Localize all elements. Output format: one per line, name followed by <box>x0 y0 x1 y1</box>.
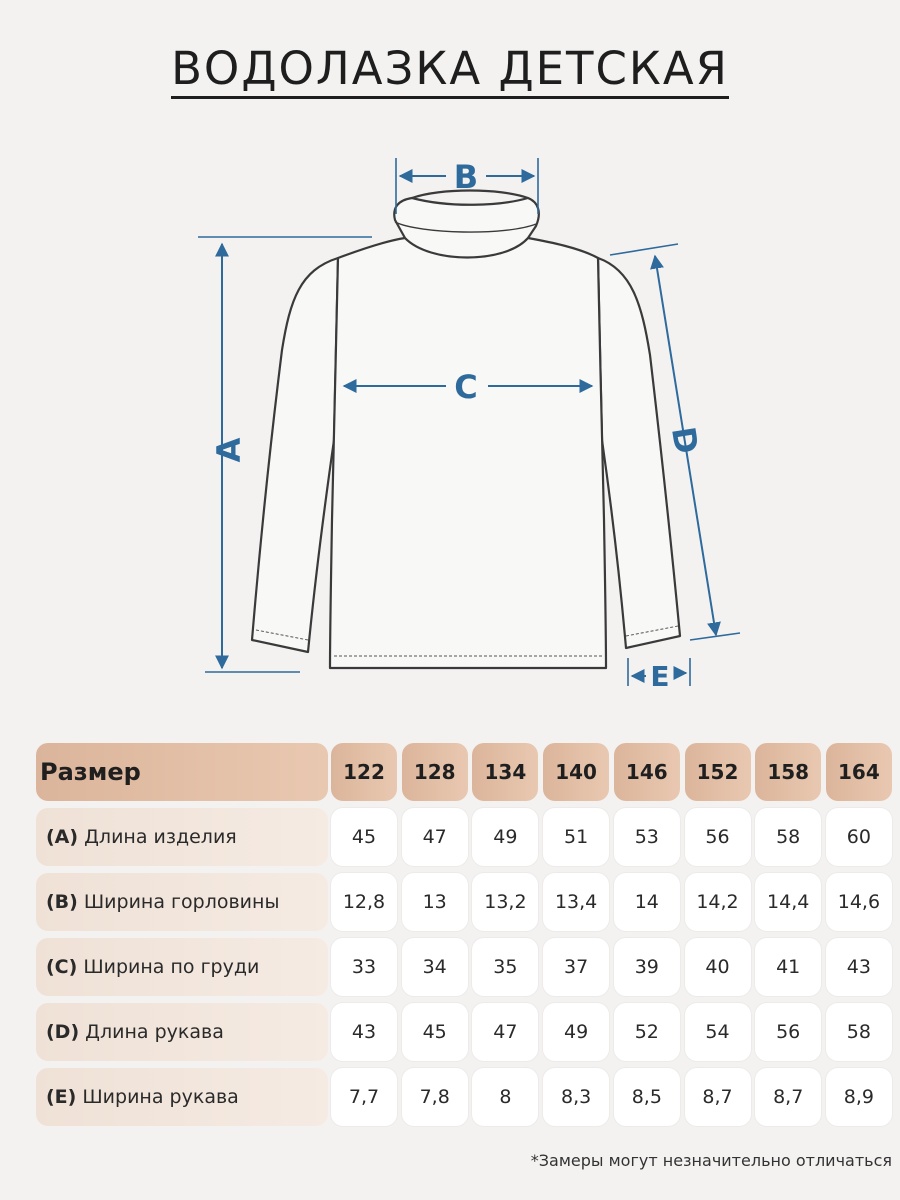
row-label <box>36 808 328 866</box>
table-cell: 40 <box>685 938 751 996</box>
row-label <box>36 938 328 996</box>
row-code: (D) <box>46 1021 80 1043</box>
table-cell: 43 <box>331 1003 397 1061</box>
table-cell: 37 <box>543 938 609 996</box>
table-cell: 14,6 <box>826 873 892 931</box>
table-cell: 35 <box>472 938 538 996</box>
table-cell: 33 <box>331 938 397 996</box>
size-header-cell: 146 <box>614 743 680 801</box>
row-name: Ширина горловины <box>83 891 280 913</box>
table-cell: 52 <box>614 1003 680 1061</box>
row-label <box>36 1068 328 1126</box>
footnote: *Замеры могут незначительно отличаться <box>530 1151 892 1170</box>
row-code: (E) <box>46 1086 77 1108</box>
row-name: Длина изделия <box>84 826 237 848</box>
row-label <box>36 1003 328 1061</box>
table-cell: 14,4 <box>755 873 821 931</box>
row-name: Длина рукава <box>85 1021 224 1043</box>
table-cell: 39 <box>614 938 680 996</box>
table-cell: 53 <box>614 808 680 866</box>
table-cell: 54 <box>685 1003 751 1061</box>
row-name: Ширина рукава <box>82 1086 239 1108</box>
table-cell: 43 <box>826 938 892 996</box>
size-header-cell: 140 <box>543 743 609 801</box>
size-header-cell: 122 <box>331 743 397 801</box>
table-cell: 58 <box>755 808 821 866</box>
size-header-cell: 152 <box>685 743 751 801</box>
table-cell: 34 <box>402 938 468 996</box>
label-d: D <box>664 424 706 457</box>
table-cell: 47 <box>402 808 468 866</box>
table-row <box>36 873 896 931</box>
row-label <box>36 873 328 931</box>
table-cell: 56 <box>755 1003 821 1061</box>
table-cell: 8,7 <box>755 1068 821 1126</box>
table-cell: 41 <box>755 938 821 996</box>
table-cell: 49 <box>543 1003 609 1061</box>
table-cell: 58 <box>826 1003 892 1061</box>
size-header-label: Размер <box>36 743 328 801</box>
table-cell: 47 <box>472 1003 538 1061</box>
size-header-cell: 164 <box>826 743 892 801</box>
table-cell: 14,2 <box>685 873 751 931</box>
page-title: ВОДОЛАЗКА ДЕТСКАЯ <box>0 42 900 99</box>
d-guide-top <box>610 244 678 255</box>
table-cell: 7,8 <box>402 1068 468 1126</box>
garment-outline <box>252 191 680 669</box>
table-cell: 60 <box>826 808 892 866</box>
size-header-cell: 158 <box>755 743 821 801</box>
size-table <box>36 743 896 1133</box>
row-code: (A) <box>46 826 79 848</box>
table-cell: 13,2 <box>472 873 538 931</box>
size-header-cell: 128 <box>402 743 468 801</box>
table-cell: 8 <box>472 1068 538 1126</box>
table-cell: 13,4 <box>543 873 609 931</box>
table-cell: 8,5 <box>614 1068 680 1126</box>
table-cell: 51 <box>543 808 609 866</box>
label-c: C <box>454 368 478 406</box>
table-header-row <box>36 743 896 801</box>
row-code: (B) <box>46 891 78 913</box>
table-row <box>36 808 896 866</box>
table-cell: 7,7 <box>331 1068 397 1126</box>
table-cell: 45 <box>331 808 397 866</box>
row-code: (C) <box>46 956 78 978</box>
table-cell: 13 <box>402 873 468 931</box>
table-cell: 14 <box>614 873 680 931</box>
label-a: A <box>210 437 248 463</box>
table-cell: 12,8 <box>331 873 397 931</box>
size-header-cell: 134 <box>472 743 538 801</box>
table-row <box>36 938 896 996</box>
table-cell: 45 <box>402 1003 468 1061</box>
label-e: E <box>650 660 670 693</box>
table-cell: 8,7 <box>685 1068 751 1126</box>
table-cell: 56 <box>685 808 751 866</box>
table-row <box>36 1068 896 1126</box>
table-cell: 8,9 <box>826 1068 892 1126</box>
turtleneck-diagram <box>0 140 900 720</box>
table-row <box>36 1003 896 1061</box>
table-cell: 49 <box>472 808 538 866</box>
row-name: Ширина по груди <box>83 956 260 978</box>
table-cell: 8,3 <box>543 1068 609 1126</box>
label-b: B <box>453 158 479 196</box>
